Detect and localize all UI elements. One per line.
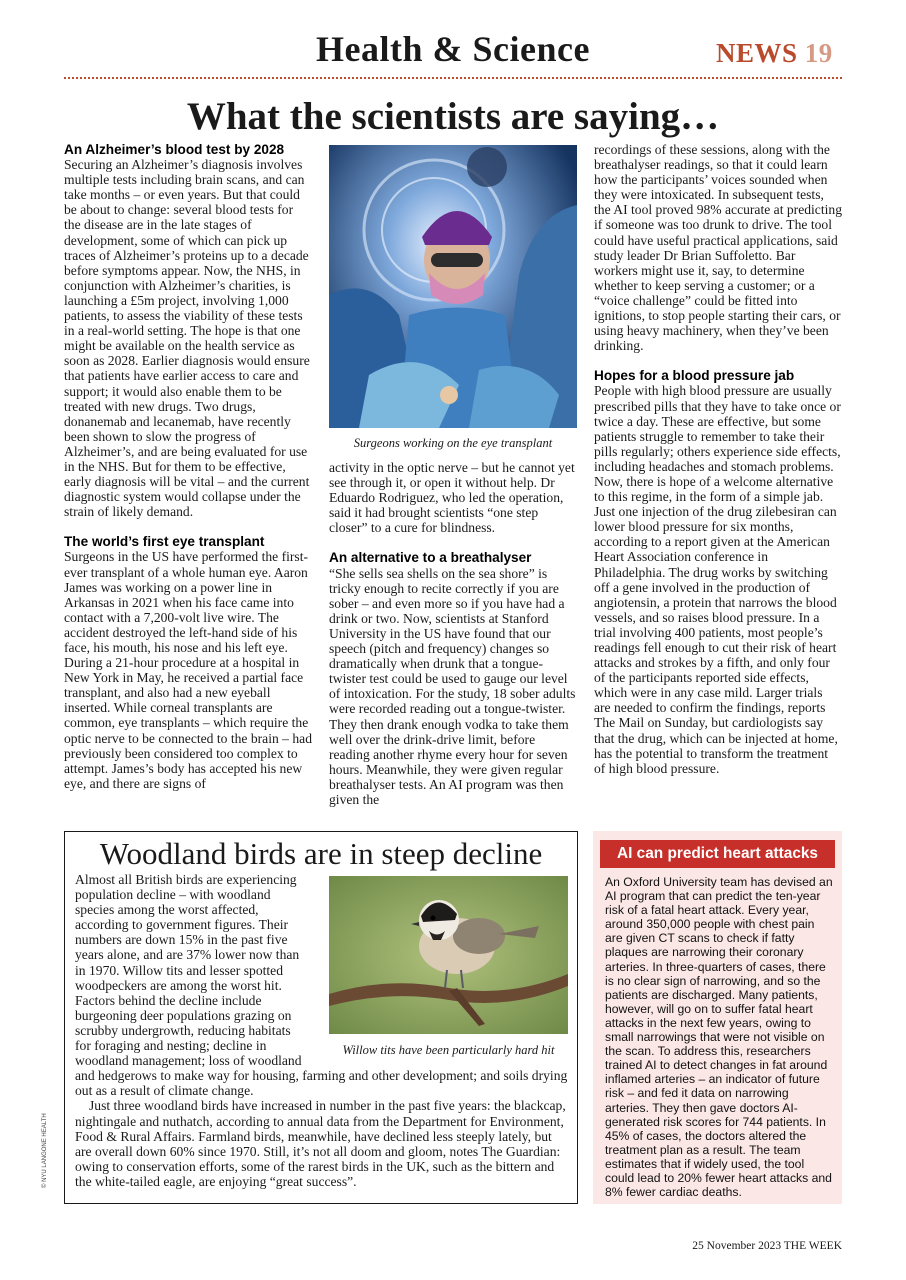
column-right bbox=[594, 142, 842, 776]
breathalyser-heading: An alternative to a breathalyser bbox=[329, 550, 532, 566]
eye-transplant-heading: The world’s first eye transplant bbox=[64, 534, 265, 550]
alzheimers-body: Securing an Alzheimer’s diagnosis involves multiple tests including brain scans, and can take months – or even years. But that could be about to change: several blood tests for the disease are in the late stages of development, some of which can pick up traces of Alzheimer’s proteins up to a decade before symptoms appear. Now, the NHS, in conjunction with Alzheimer’s charities, is launching a £5m project, involving 1,000 patients, to assess the viability of these tests in a real-world setting. The hope is that one might be available on the health service as soon as 2028. Earlier diagnosis would ensure that patients have earlier access to care and support; it would also enable them to be treated with new drugs. Two drugs, donanemab and lecanemab, have recently been shown to slow the progress of Alzheimer’s, and are being evaluated for use in the NHS. But for them to be effective, early diagnosis will be vital – and the current diagnostic system would collapse under the strain of likely demand. bbox=[64, 157, 310, 520]
page-headline: What the scientists are saying… bbox=[186, 95, 720, 138]
woodland-birds-para1: Almost all British birds are experiencing population decline – with woodland species among the worst affected, according to government figures. Their numbers are down 15% in the past five years alone, and are 37% lower now than in 1970. Willow tits and lesser spotted woodpeckers are among the worst hit. Factors behind the decline include burgeoning deer populations grazing on scrubby undergrowth, reducing habitats for foraging and nesting; decline in woodland management; loss of woodland and hedgerows to make way for housing, farming and other development; and soils drying out as a result of climate change. bbox=[75, 872, 568, 1099]
news-page-label bbox=[716, 38, 833, 69]
eye-transplant-continued: activity in the optic nerve – but he cannot yet see through it, or open it without help. Dr Eduardo Rodriguez, who led the operation, said it had brought scientists “one step closer” to a cure for blindness. bbox=[329, 460, 575, 536]
woodland-birds-title: Woodland birds are in steep decline bbox=[99, 836, 543, 871]
section-title: Health & Science bbox=[316, 29, 590, 69]
footer-date: 25 November 2023 bbox=[692, 1240, 782, 1252]
header-divider bbox=[64, 77, 842, 79]
news-word: NEWS bbox=[716, 38, 798, 68]
breathalyser-continued: recordings of these sessions, along with the breathalyser readings, so that it could learn how the participants’ voices sounded when they were intoxicated. In subsequent tests, the AI tool proved 98% accurate at predicting if someone was too drunk to drive. The tool could have useful practical applications, said study leader Dr Brian Suffoletto. Bar workers might use it, say, to determine whether to keep serving a customer; or a “voice challenge” could be fitted into ignitions, to stop people starting their cars, or using heavy machinery, when they’ve been drinking. bbox=[594, 142, 842, 354]
blood-pressure-heading: Hopes for a blood pressure jab bbox=[594, 368, 795, 384]
page-number: 19 bbox=[804, 38, 833, 68]
blood-pressure-body: People with high blood pressure are usually prescribed pills that they have to take once or twice a day. These are effective, but some patients struggle to remember to take their pills regularly; others experience side effects, including headaches and stomach problems. Now, there is hope of a welcome alternative to this regime, in the form of a simple jab. Just one injection of the drug zilebesiran can lower blood pressure for six months, according to a report given at the American Heart Association conference in Philadelphia. The drug works by switching off a gene involved in the production of angiotensin, a protein that narrows the blood vessels, and so raises blood pressure. In a trial involving 400 patients, most people’s readings fell enough to cut their risk of heart attacks and strokes by a fifth, and only four of the participants reported side effects, which were in any case mild. Larger trials are needed to confirm the findings, reports The Mail on Sunday, but cardiologists say that the drug, which can be injected at home, has the potential to transform the treatment of high blood pressure. bbox=[594, 383, 841, 776]
ai-heart-title: AI can predict heart attacks bbox=[600, 840, 835, 868]
alzheimers-heading: An Alzheimer’s blood test by 2028 bbox=[64, 142, 285, 157]
eye-transplant-body: Surgeons in the US have performed the first-ever transplant of a whole human eye. Aaron James was working on a power line in Arkansas in 2021 when his face came into contact with a 7,200-volt live wire. The accident destroyed the left-hand side of his face, his mouth, his nose and his left eye. During a 21-hour procedure at a hospital in New York in May, he received a partial face transplant, and also had a new eyeball inserted. While corneal transplants are common, eye transplants – which require the optic nerve to be connected to the brain – had previously been considered too complex to attempt. James’s body has accepted his new eye, and there are signs of bbox=[64, 549, 312, 791]
eye-transplant-caption: Surgeons working on the eye transplant bbox=[353, 436, 553, 450]
surgeon-illustration bbox=[329, 145, 577, 428]
eye-transplant-photo bbox=[329, 145, 577, 428]
willow-tit-caption: Willow tits have been particularly hard hit bbox=[342, 1043, 555, 1057]
willow-tit-illustration bbox=[329, 876, 568, 1034]
breathalyser-body: “She sells sea shells on the sea shore” is tricky enough to recite correctly if you are sober – and even more so if you have had a drink or two. Now, scientists at Stanford University in the US have found that our speech (pitch and frequency) changes so dramatically when drunk that a tongue-twister test could be used to gauge our level of intoxication. For the study, 18 sober adults were recorded reading out a tongue-twister. They then drank enough vodka to take them well over the drink-drive limit, before reading another rhyme every hour for seven hours. Meanwhile, they were given regular breathalyser tests. An AI program was then given the bbox=[329, 565, 576, 807]
photo-credit-text: © NYU LANGONE HEALTH bbox=[42, 1113, 48, 1188]
willow-tit-photo bbox=[329, 876, 568, 1034]
column-middle bbox=[329, 460, 577, 807]
column-left bbox=[64, 142, 312, 791]
ai-heart-body: An Oxford University team has devised an AI program that can predict the ten-year risk of a fatal heart attack. Every year, around 350,000 people with chest pain are given CT scans to check if fatty plaques are narrowing their coronary arteries. In three-quarters of cases, there is no clear sign of narrowing, and so the patients are discharged. Many patients, however, will go on to suffer fatal heart attacks in the next few years, owing to small narrowings that were not visible on the scan. To address this, researchers trained AI to detect changes in fat around inflamed arteries – an indicator of future risk – and fed it data on narrowing arteries. They then gave doctors AI-generated risk scores for 744 patients. In 45% of cases, the doctors altered the treatment plan as a result. The team estimates that if widely used, the tool could lead to 20% fewer heart attacks and 8% fewer cardiac deaths. bbox=[605, 875, 833, 1200]
page-footer bbox=[600, 1240, 842, 1252]
woodland-birds-para2: Just three woodland birds have increased in number in the past five years: the blackcap, nightingale and nuthatch, according to annual data from the Department for Environment, Food & Rural Affairs. Farmland birds, meanwhile, have declined less steeply lately, but are overall down 60% since 1970. Still, it’s not all doom and gloom, notes The Guardian: owing to conservation efforts, some of the rarest birds in the UK, such as the bittern and the white-tailed eagle, are enjoying “great success”. bbox=[75, 1098, 566, 1189]
photo-credit bbox=[42, 1113, 56, 1188]
footer-publication: THE WEEK bbox=[783, 1240, 842, 1252]
